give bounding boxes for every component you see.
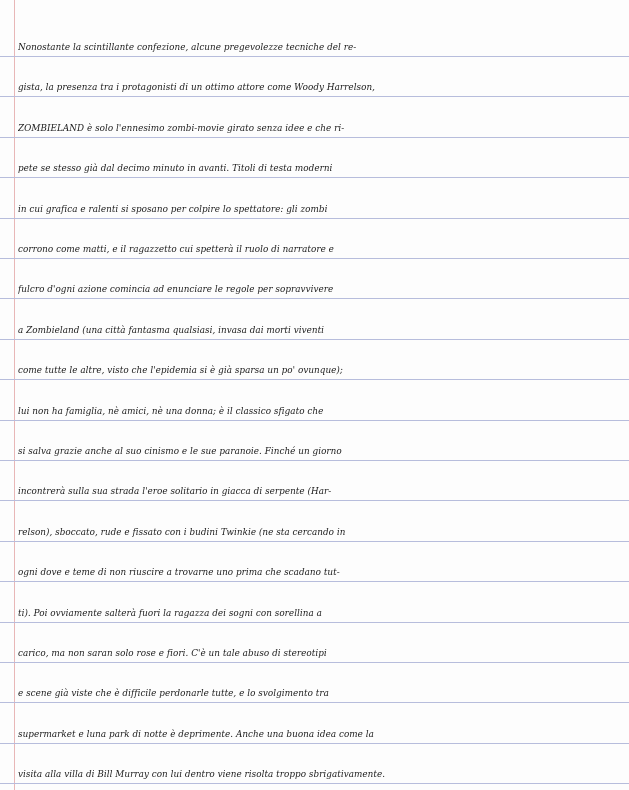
text-line: in cui grafica e ralenti si sposano per colpire lo spettatore: gli zombi [18,205,328,215]
text-line: ogni dove e teme di non riuscire a trovarne uno prima che scadano tut- [18,568,340,578]
text-line: come tutte le altre, visto che l'epidemia si è già sparsa un po' ovunque); [18,366,343,376]
text-line: gista, la presenza tra i protagonisti di un ottimo attore come Woody Harrelson, [18,83,376,93]
text-line: a Zombieland (una città fantasma qualsiasi, invasa dai morti viventi [18,326,325,336]
text-line: si salva grazie anche al suo cinismo e le sue paranoie. Finché un giorno [18,447,342,457]
text-line: ZOMBIELAND è solo l'ennesimo zombi-movie girato senza idee e che ri- [18,124,345,134]
text-line: pete se stesso già dal decimo minuto in avanti. Titoli di testa moderni [18,164,333,174]
margin-line [14,0,15,790]
text-line: visita alla villa di Bill Murray con lui dentro viene risolta troppo sbrigativamente. [18,770,386,780]
text-line: fulcro d'ogni azione comincia ad enunciare le regole per sopravvivere [18,285,334,295]
text-line: relson), sboccato, rude e fissato con i budini Twinkie (ne sta cercando in [18,528,346,538]
text-line: e scene già viste che è difficile perdonarle tutte, e lo svolgimento tra [18,689,329,699]
text-line: incontrerà sulla sua strada l'eroe solitario in giacca di serpente (Har- [18,487,332,497]
text-line: lui non ha famiglia, nè amici, nè una donna; è il classico sfigato che [18,407,324,417]
text-line: corrono come matti, e il ragazzetto cui spetterà il ruolo di narratore e [18,245,334,255]
text-line: Nonostante la scintillante confezione, alcune pregevolezze tecniche del re- [18,43,357,53]
text-line: ti). Poi ovviamente salterà fuori la ragazza dei sogni con sorellina a [18,609,322,619]
text-line: carico, ma non saran solo rose e fiori. C'è un tale abuso di stereotipi [18,649,327,659]
text-line: supermarket e luna park di notte è deprimente. Anche una buona idea come la [18,730,374,740]
